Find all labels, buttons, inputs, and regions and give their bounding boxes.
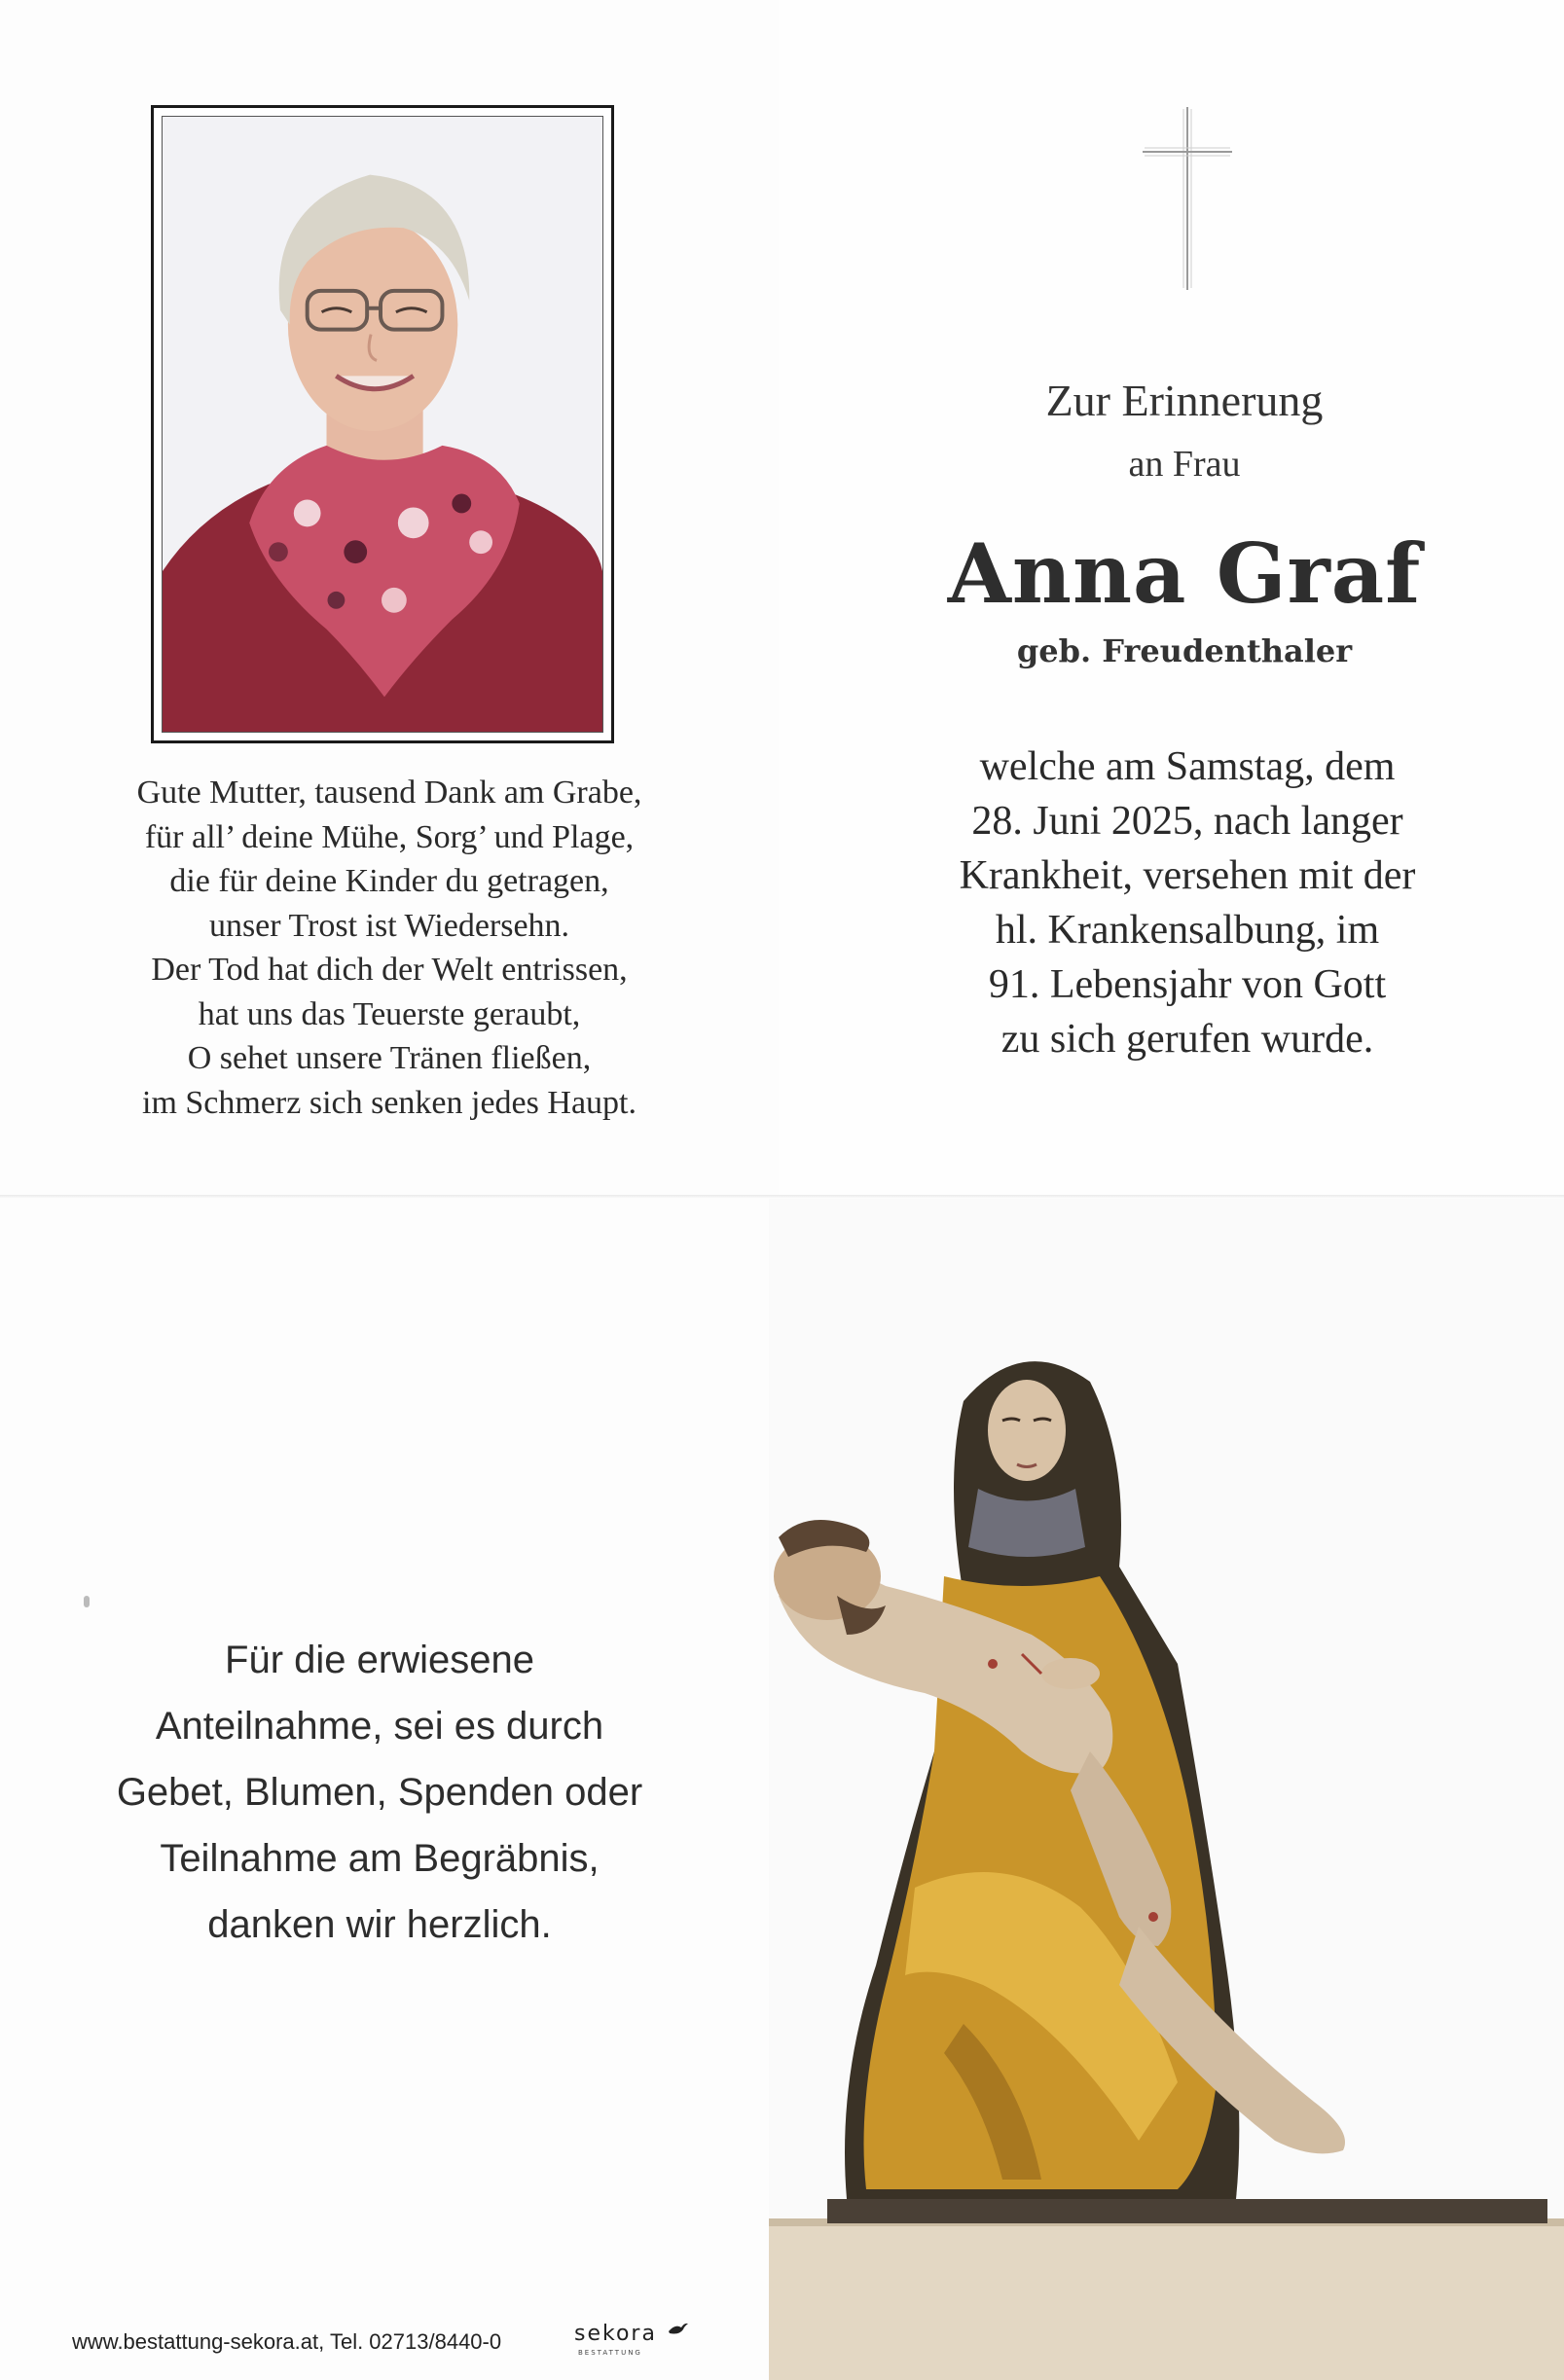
poem-line: im Schmerz sich senken jedes Haupt. <box>142 1084 637 1121</box>
announcement-line: hl. Krankensalbung, im <box>995 908 1380 953</box>
scan-speck <box>84 1596 90 1607</box>
poem-line: O sehet unsere Tränen fließen, <box>187 1040 592 1076</box>
announcement-line: 28. Juni 2025, nach langer <box>971 799 1403 844</box>
poem-line: Der Tod hat dich der Welt entrissen, <box>151 952 628 988</box>
poem-line: unser Trost ist Wiedersehn. <box>208 907 570 944</box>
fold-line <box>0 1195 1564 1199</box>
bird-icon <box>668 2322 689 2337</box>
poem-line: hat uns das Teuerste geraubt, <box>198 995 581 1032</box>
announcement-line: welche am Samstag, dem <box>979 744 1396 789</box>
cross-icon <box>1139 103 1236 294</box>
intro-line: Zur Erinnerung <box>1045 376 1324 425</box>
thanks-line: Für die erwiesene <box>225 1639 534 1681</box>
thanks-line: Anteilnahme, sei es durch <box>155 1705 604 1748</box>
thanks-line: Teilnahme am Begräbnis, <box>160 1837 600 1880</box>
announcement-line: Krankheit, versehen mit der <box>959 853 1416 898</box>
pieta-statue-image <box>769 1343 1564 2380</box>
intro-line-2: an Frau <box>1128 444 1241 485</box>
portrait-photo <box>162 116 603 733</box>
logo-text: sekora <box>574 2322 657 2346</box>
poem-line: für all’ deine Mühe, Sorg’ und Plage, <box>144 818 635 855</box>
poem-line: Gute Mutter, tausend Dank am Grabe, <box>136 775 642 811</box>
thanks-line: Gebet, Blumen, Spenden oder <box>116 1771 643 1814</box>
announcement-line: 91. Lebensjahr von Gott <box>988 962 1387 1007</box>
company-logo <box>574 2322 691 2364</box>
logo-subtext: BESTATTUNG <box>578 2349 642 2357</box>
death-announcement <box>847 739 1528 1066</box>
thanks-line: danken wir herzlich. <box>207 1903 552 1946</box>
deceased-name: Anna Graf <box>947 525 1422 622</box>
poem-line: die für deine Kinder du getragen, <box>169 863 609 899</box>
poem <box>39 771 740 1125</box>
thanks-text <box>39 1627 720 1958</box>
birth-name: geb. Freudenthaler <box>1016 632 1353 669</box>
footer-contact: www.bestattung-sekora.at, Tel. 02713/8440-0 <box>72 2329 502 2354</box>
portrait-frame <box>151 105 614 743</box>
announcement-line: zu sich gerufen wurde. <box>1000 1017 1374 1062</box>
